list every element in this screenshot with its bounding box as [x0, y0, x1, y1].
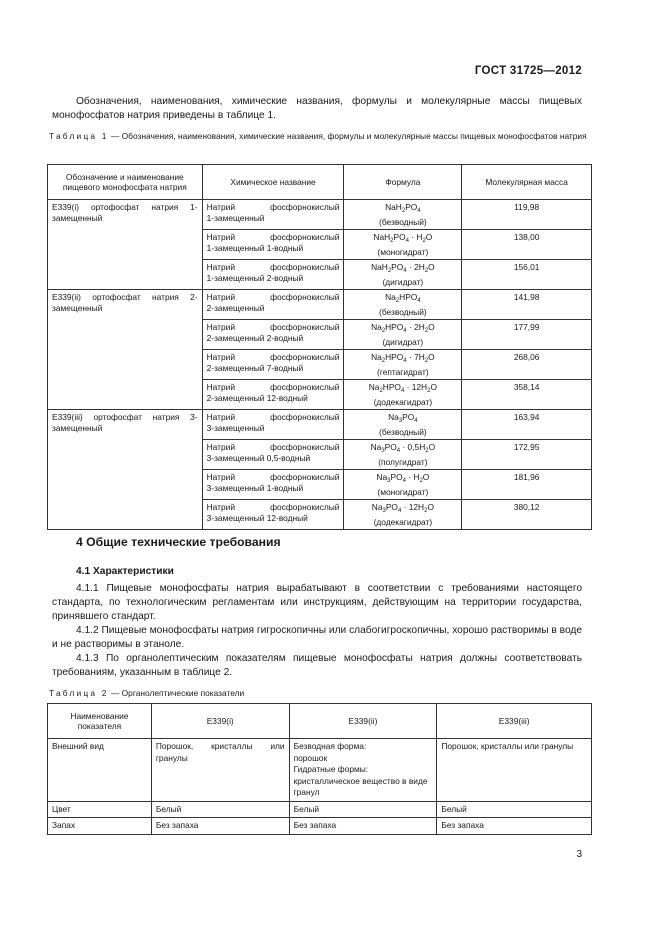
table-1 [47, 164, 592, 530]
formula-cell [344, 290, 462, 320]
chemical-name-line: Натрий фосфорнокислый [206, 232, 340, 242]
chemical-name-line: 3-замещенный 0,5-водный [206, 452, 311, 463]
paragraph-4-1-2: 4.1.2 Пищевые монофосфаты натрия гигроскопичны или слабогигроскопичны, хорошо растворимы в воде и не растворимы в этаноле. [52, 625, 583, 650]
molecular-mass-cell: 358,14 [462, 380, 592, 410]
chemical-name-line: Натрий фосфорнокислый [206, 382, 340, 392]
table-2 [47, 703, 592, 835]
molecular-mass-cell: 141,98 [462, 290, 592, 320]
table-cell: Белый [151, 801, 289, 818]
chemical-name-line: Натрий фосфорнокислый [206, 322, 340, 332]
cell-line: Безводная форма: [293, 741, 367, 751]
formula-cell [344, 350, 462, 380]
chemical-name-line: 1-замещенный 2-водный [206, 272, 304, 283]
table1-caption: Таблица 1 — Обозначения, наименования, химические названия, формулы и молекулярные массы пищевых монофосфатов натрия [49, 131, 587, 141]
chemical-name-line: Натрий фосфорнокислый [206, 202, 340, 212]
formula: $NaH_2PO_4 \cdot 2H_2O$ [371, 262, 435, 274]
table-header-row [48, 704, 592, 739]
formula: $Na_2HPO_4 \cdot 2H_2O$ [371, 322, 435, 334]
table1-body [48, 200, 592, 530]
molecular-mass-cell: 177,99 [462, 320, 592, 350]
chemical-name-line: 2-замещенный 12-водный [206, 392, 308, 403]
formula-note: (безводный) [379, 306, 427, 317]
table-cell: Без запаха [437, 818, 592, 835]
formula-cell [344, 440, 462, 470]
paragraph-4-1-1: 4.1.1 Пищевые монофосфаты натрия вырабатывают в соответствии с требованиями настоящего стандарта, по технологическим регламентам или инструкциям, действующим на территории государства, принявшего стандарт. [52, 583, 582, 622]
chemical-name-cell [202, 500, 344, 530]
cell-line: кристаллическое вещество в виде гранул [293, 775, 428, 797]
row-name: Запах [48, 818, 152, 835]
formula-note: (полугидрат) [378, 456, 428, 467]
header-cell: Молекулярная масса [462, 165, 592, 200]
chemical-name-line: 3-замещенный [206, 422, 265, 433]
chemical-name-line: Натрий фосфорнокислый [206, 502, 340, 512]
header-cell: Наименование показателя [48, 704, 152, 739]
row-name: Внешний вид [48, 739, 152, 802]
table-header-row [48, 165, 592, 200]
molecular-mass-cell: 268,06 [462, 350, 592, 380]
table-cell: Без запаха [289, 818, 437, 835]
formula: $NaH_2PO_4$ [385, 202, 421, 214]
table2-caption: Таблица 2 — Органолептические показатели [49, 688, 245, 698]
chemical-name-cell [202, 260, 344, 290]
formula-cell [344, 470, 462, 500]
molecular-mass-cell: 172,95 [462, 440, 592, 470]
table-row [48, 290, 592, 320]
formula: $Na_2HPO_4$ [385, 292, 421, 304]
chemical-name-cell [202, 200, 344, 230]
chemical-name-line: Натрий фосфорнокислый [206, 262, 340, 272]
formula-cell [344, 500, 462, 530]
chemical-name-cell [202, 290, 344, 320]
header-cell: E339(iii) [437, 704, 592, 739]
table-row [48, 200, 592, 230]
chemical-name-line: 1-замещенный [206, 212, 265, 223]
group-name-cell: E339(ii) ортофосфат натрия 2-замещенный [48, 290, 203, 410]
formula-cell [344, 200, 462, 230]
formula: $NaH_2PO_4 \cdot H_2O$ [373, 232, 433, 244]
chemical-name-line: 2-замещенный 7-водный [206, 362, 304, 373]
group-name-cell: E339(iii) ортофосфат натрия 3-замещенный [48, 410, 203, 530]
formula-cell [344, 320, 462, 350]
formula-cell [344, 410, 462, 440]
table-cell: Без запаха [151, 818, 289, 835]
molecular-mass-cell: 119,98 [462, 200, 592, 230]
formula-note: (безводный) [379, 426, 427, 437]
header-cell: E339(i) [151, 704, 289, 739]
chemical-name-line: 3-замещенный 12-водный [206, 512, 308, 523]
table-row [48, 739, 592, 802]
formula-note: (моногидрат) [377, 486, 429, 497]
molecular-mass-cell: 156,01 [462, 260, 592, 290]
chemical-name-cell [202, 410, 344, 440]
formula-note: (дигидрат) [382, 276, 424, 287]
header-cell: Химическое название [202, 165, 344, 200]
chemical-name-cell [202, 230, 344, 260]
table-cell [289, 739, 437, 802]
formula: $Na_3PO_4 \cdot H_2O$ [376, 472, 430, 484]
chemical-name-cell [202, 380, 344, 410]
chemical-name-cell [202, 440, 344, 470]
molecular-mass-cell: 380,12 [462, 500, 592, 530]
molecular-mass-cell: 163,94 [462, 410, 592, 440]
chemical-name-line: 2-замещенный [206, 302, 265, 313]
cell-line: Гидратные формы: [293, 764, 369, 774]
chemical-name-cell [202, 320, 344, 350]
formula-note: (додекагидрат) [373, 516, 433, 527]
chemical-name-line: 1-замещенный 1-водный [206, 242, 304, 253]
header-cell: Обозначение и наименование пищевого монофосфата натрия [48, 165, 203, 200]
formula-cell [344, 260, 462, 290]
formula: $Na_2HPO_4 \cdot 12H_2O$ [368, 382, 437, 394]
document-id: ГОСТ 31725—2012 [474, 65, 582, 77]
header-cell: E339(ii) [289, 704, 437, 739]
intro-paragraph: Обозначения, наименования, химические названия, формулы и молекулярные массы пищевых монофосфатов натрия приведены в таблице 1. [52, 96, 582, 121]
chemical-name-line: Натрий фосфорнокислый [206, 472, 340, 482]
formula: $Na_3PO_4 \cdot 0,5H_2O$ [370, 442, 436, 454]
chemical-name-cell [202, 350, 344, 380]
formula-note: (гептагидрат) [377, 366, 429, 377]
formula-cell [344, 230, 462, 260]
cell-line: порошок [293, 752, 328, 763]
chemical-name-line: Натрий фосфорнокислый [206, 292, 340, 302]
chemical-name-line: Натрий фосфорнокислый [206, 352, 340, 362]
formula-note: (додекагидрат) [373, 396, 433, 407]
chemical-name-line: Натрий фосфорнокислый [206, 412, 340, 422]
subsection-title: 4.1 Характеристики [76, 566, 174, 577]
paragraph-4-1-3: 4.1.3 По органолептическим показателям пищевые монофосфаты натрия должны соответствовать требованиям, указанным в таблице 2. [52, 653, 582, 678]
table-cell: Белый [289, 801, 437, 818]
group-name-cell: E339(i) ортофосфат натрия 1-замещенный [48, 200, 203, 290]
table-row [48, 410, 592, 440]
formula-note: (моногидрат) [377, 246, 429, 257]
chemical-name-line: 2-замещенный 2-водный [206, 332, 304, 343]
molecular-mass-cell: 181,96 [462, 470, 592, 500]
chemical-name-line: 3-замещенный 1-водный [206, 482, 304, 493]
page-number: 3 [576, 849, 582, 860]
formula-note: (безводный) [379, 216, 427, 227]
formula-cell [344, 380, 462, 410]
formula: $Na_3PO_4 \cdot 12H_2O$ [371, 502, 434, 514]
section-title: 4 Общие технические требования [76, 535, 281, 549]
table-cell: Порошок, кристаллы или гранулы [151, 739, 289, 802]
chemical-name-line: Натрий фосфорнокислый [206, 442, 340, 452]
chemical-name-cell [202, 470, 344, 500]
table-cell: Белый [437, 801, 592, 818]
formula-note: (дигидрат) [382, 336, 424, 347]
formula: $Na_2HPO_4 \cdot 7H_2O$ [371, 352, 435, 364]
table-row [48, 801, 592, 818]
table-row [48, 818, 592, 835]
molecular-mass-cell: 138,00 [462, 230, 592, 260]
row-name: Цвет [48, 801, 152, 818]
header-cell: Формула [344, 165, 462, 200]
formula: $Na_3PO_4$ [388, 412, 418, 424]
table-cell: Порошок, кристаллы или гранулы [437, 739, 592, 802]
